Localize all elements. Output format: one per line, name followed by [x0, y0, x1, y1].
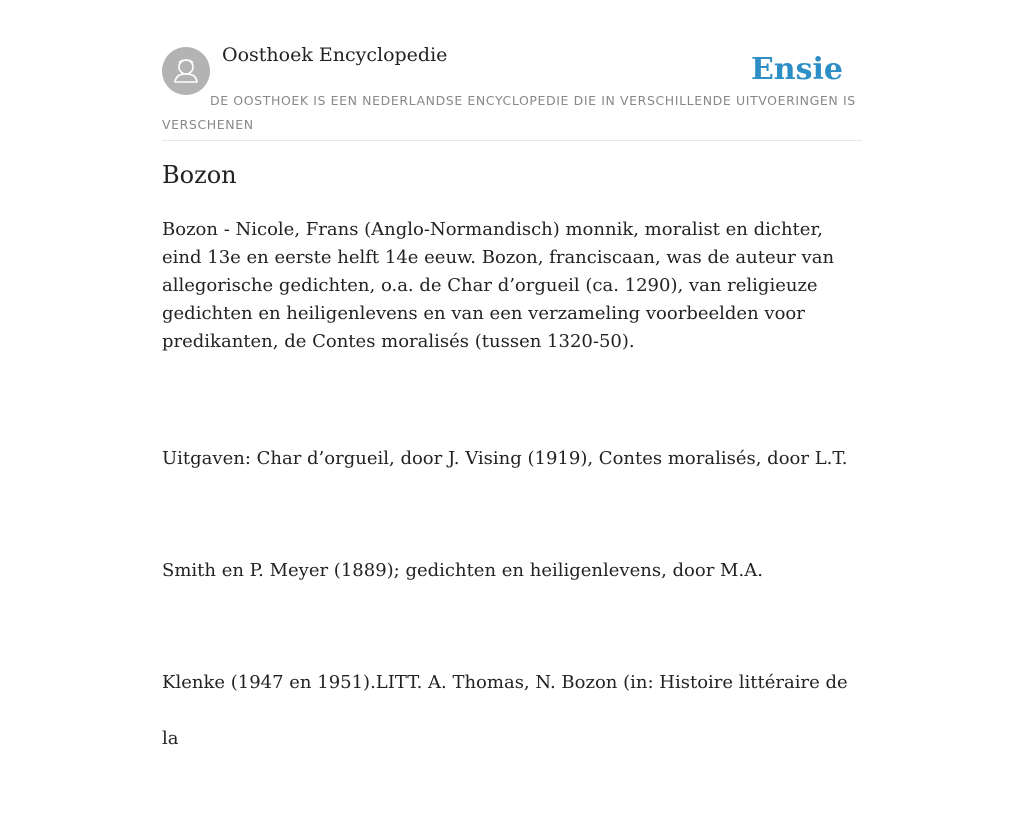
brand-logo[interactable]: Ensie — [750, 52, 843, 87]
article-line: Klenke (1947 en 1951).LITT. A. Thomas, N. Bozon (in: Histoire littéraire de la — [162, 672, 848, 749]
article-title: Bozon — [162, 161, 237, 189]
avatar[interactable] — [162, 47, 210, 95]
site-header — [162, 0, 862, 141]
site-tagline: DE OOSTHOEK IS EEN NEDERLANDSE ENCYCLOPEDIE DIE IN VERSCHILLENDE UITVOERINGEN IS VERSCHENEN — [162, 93, 856, 132]
article-body — [162, 216, 862, 823]
article-line: Uitgaven: Char d’orgueil, door J. Vising (1919), Contes moralisés, door L.T. — [162, 448, 848, 469]
article-paragraph — [162, 375, 862, 823]
user-icon — [162, 47, 210, 95]
content-container — [162, 0, 862, 749]
article-paragraph: Bozon - Nicole, Frans (Anglo-Normandisch) monnik, moralist en dichter, eind 13e en eerste helft 14e eeuw. Bozon, franciscaan, was de auteur van allegorische gedichten, o.a. de Char d’orgueil (ca. 1290), van religieuze gedichten en heiligenlevens en van een verzameling voorbeelden voor predikanten, de Contes moralisés (tussen 1320-50). — [162, 219, 835, 352]
article-line: Smith en P. Meyer (1889); gedichten en heiligenlevens, door M.A. — [162, 560, 763, 581]
site-title[interactable]: Oosthoek Encyclopedie — [222, 44, 448, 66]
